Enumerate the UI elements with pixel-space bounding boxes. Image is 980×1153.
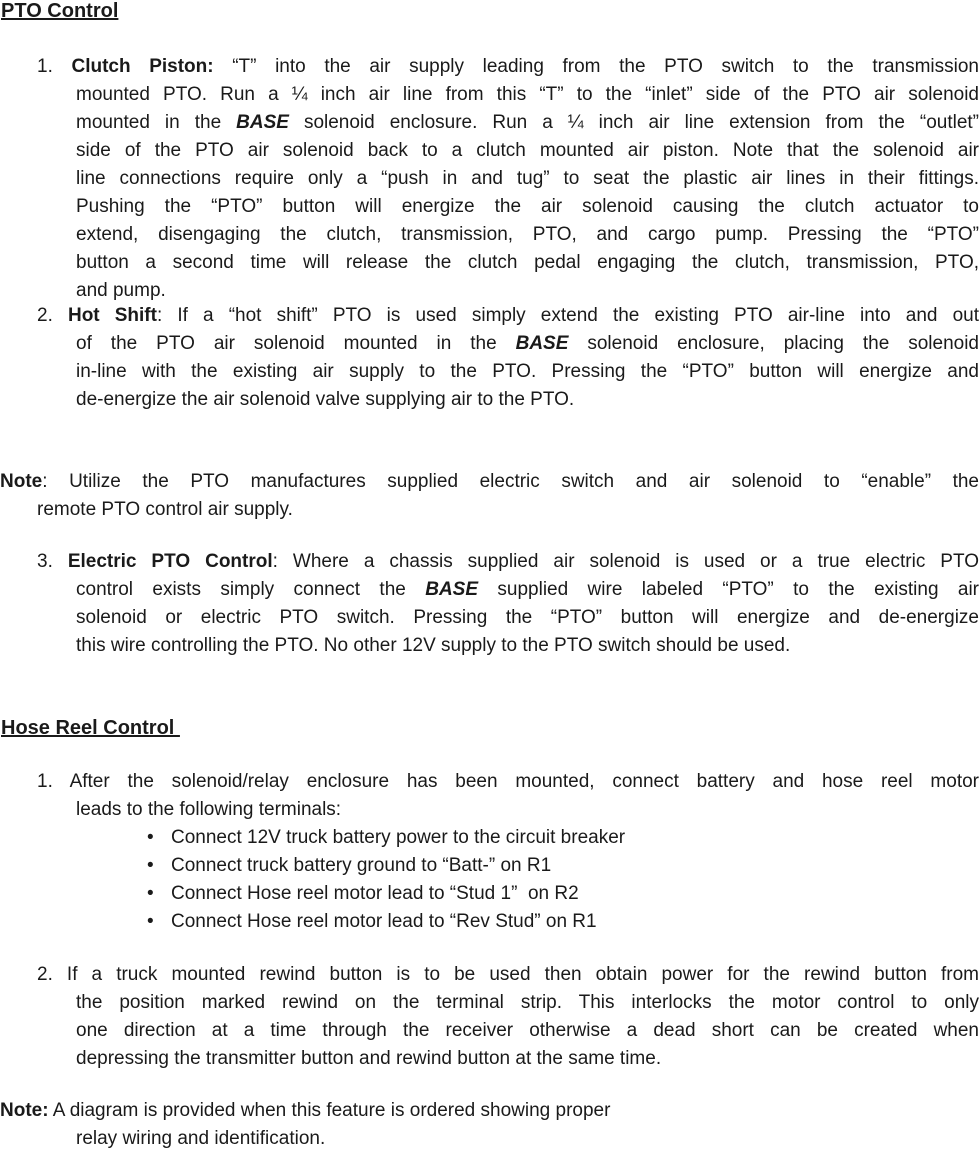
- note-enable-paragraph: [0, 468, 979, 524]
- bullet-item: • Connect 12V truck battery power to the circuit breaker: [147, 824, 625, 852]
- clutch-piston-line-6: Pushing the “PTO” button will energize the air solenoid causing the clutch actuator to: [76, 196, 979, 217]
- rewind-line-2: the position marked rewind on the terminal strip. This interlocks the motor control to only: [76, 992, 979, 1013]
- bullet-dot-icon: •: [147, 883, 154, 904]
- clutch-piston-line-1: 1. Clutch Piston: “T” into the air supply leading from the PTO switch to the transmission: [37, 56, 979, 77]
- note-enable-line-1: Note: Utilize the PTO manufactures supplied electric switch and air solenoid to “enable” the: [0, 471, 979, 492]
- hose-terminals-line-2: leads to the following terminals:: [76, 799, 342, 820]
- hot-shift-paragraph: [0, 302, 979, 414]
- bullet-item: • Connect Hose reel motor lead to “Rev Stud” on R1: [147, 908, 625, 936]
- electric-pto-line-2: control exists simply connect the BASE supplied wire labeled “PTO” to the existing air: [76, 579, 980, 600]
- clutch-piston-line-4: side of the PTO air solenoid back to a clutch mounted air piston. Note that the solenoid air: [76, 140, 979, 161]
- hot-shift-line-3: in-line with the existing air supply to the PTO. Pressing the “PTO” button will energize and: [76, 361, 979, 382]
- bullet-dot-icon: •: [147, 855, 154, 876]
- rewind-line-1: 2. If a truck mounted rewind button is to be used then obtain power for the rewind button from: [37, 964, 979, 985]
- clutch-piston-line-9: and pump.: [76, 280, 166, 301]
- bullet-dot-icon: •: [147, 911, 154, 932]
- hose-reel-heading: Hose Reel Control: [1, 717, 180, 739]
- bullet-item: • Connect truck battery ground to “Batt-” on R1: [147, 852, 625, 880]
- hose-terminals-line-1: 1. After the solenoid/relay enclosure has been mounted, connect battery and hose reel motor: [37, 771, 979, 792]
- base-brand-text: BASE: [425, 579, 479, 600]
- terminal-bullet-list: [147, 824, 625, 936]
- clutch-piston-title: Clutch Piston:: [71, 56, 214, 77]
- note-diagram-line-2: relay wiring and identification.: [76, 1128, 326, 1149]
- clutch-piston-paragraph: [0, 53, 979, 305]
- electric-pto-line-1: 3. Electric PTO Control: Where a chassis supplied air solenoid is used or a true electric PTO: [37, 551, 980, 572]
- note-label: Note:: [0, 1100, 49, 1121]
- electric-pto-paragraph: [0, 548, 979, 660]
- clutch-piston-line-3: mounted in the BASE solenoid enclosure. Run a ¼ inch air line extension from the “outlet”: [76, 112, 980, 133]
- clutch-piston-line-7: extend, disengaging the clutch, transmission, PTO, and cargo pump. Pressing the “PTO”: [76, 224, 979, 245]
- rewind-line-4: depressing the transmitter button and rewind button at the same time.: [76, 1048, 662, 1069]
- hot-shift-title: Hot Shift: [67, 305, 157, 326]
- rewind-line-3: one direction at a time through the receiver otherwise a dead short can be created when: [76, 1020, 979, 1041]
- note-diagram-line-1: Note: A diagram is provided when this feature is ordered showing proper: [0, 1100, 611, 1121]
- base-brand-text: BASE: [236, 112, 289, 133]
- hose-terminals-paragraph: [0, 768, 979, 824]
- hot-shift-line-4: de-energize the air solenoid valve supplying air to the PTO.: [76, 389, 575, 410]
- electric-pto-title: Electric PTO Control: [67, 551, 273, 572]
- note-enable-line-2: remote PTO control air supply.: [37, 499, 293, 520]
- hot-shift-line-2: of the PTO air solenoid mounted in the BASE solenoid enclosure, placing the solenoid: [76, 333, 979, 354]
- note-label: Note: [0, 471, 43, 492]
- hot-shift-line-1: 2. Hot Shift: If a “hot shift” PTO is used simply extend the existing PTO air-line into and out: [37, 305, 979, 326]
- electric-pto-line-3: solenoid or electric PTO switch. Pressing the “PTO” button will energize and de-energize: [76, 607, 979, 628]
- pto-control-heading: PTO Control: [1, 0, 119, 22]
- bullet-item: • Connect Hose reel motor lead to “Stud 1” on R2: [147, 880, 625, 908]
- clutch-piston-line-2: mounted PTO. Run a ¼ inch air line from this “T” to the “inlet” side of the PTO air solenoid: [76, 84, 979, 105]
- base-brand-text: BASE: [515, 333, 569, 354]
- rewind-button-paragraph: [0, 961, 979, 1073]
- note-diagram-paragraph: [0, 1097, 979, 1153]
- clutch-piston-line-8: button a second time will release the clutch pedal engaging the clutch, transmission, PTO,: [76, 252, 979, 273]
- electric-pto-line-4: this wire controlling the PTO. No other 12V supply to the PTO switch should be used.: [76, 635, 791, 656]
- clutch-piston-line-5: line connections require only a “push in and tug” to seat the plastic air lines in their fittings.: [76, 168, 979, 189]
- bullet-dot-icon: •: [147, 827, 154, 848]
